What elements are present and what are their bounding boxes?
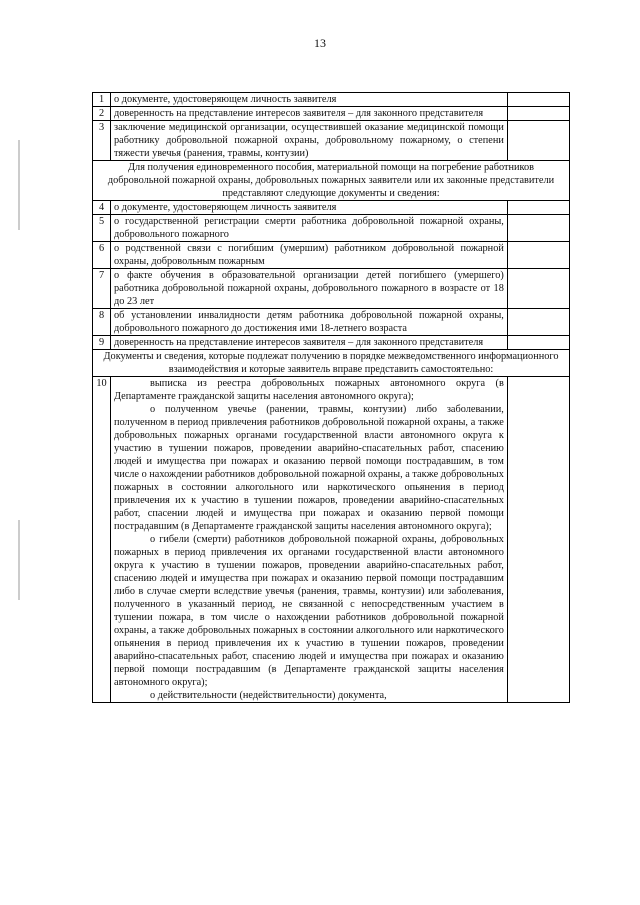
row-text: доверенность на представление интересов заявителя – для законного представителя xyxy=(111,336,508,350)
empty-cell xyxy=(507,201,569,215)
empty-cell xyxy=(507,377,569,703)
row-number: 5 xyxy=(93,215,111,242)
page-number: 13 xyxy=(314,36,326,50)
row-text xyxy=(111,377,508,703)
table-row xyxy=(93,309,570,336)
documents-table xyxy=(92,92,570,703)
table-row xyxy=(93,121,570,161)
row-text: об установлении инвалидности детям работника добровольной пожарной охраны, добровольного пожарного до достижения ими 18-летнего возраста xyxy=(111,309,508,336)
row-number: 8 xyxy=(93,309,111,336)
scan-edge-mark xyxy=(18,520,20,600)
table-row xyxy=(93,269,570,309)
row-text: о документе, удостоверяющем личность заявителя xyxy=(111,93,508,107)
table-row xyxy=(93,242,570,269)
row-text: о документе, удостоверяющем личность заявителя xyxy=(111,201,508,215)
row-number: 10 xyxy=(93,377,111,703)
empty-cell xyxy=(507,269,569,309)
empty-cell xyxy=(507,309,569,336)
paragraph: о полученном увечье (ранении, травмы, контузии) либо заболевании, полученном в период привлечения работников добровольной пожарной охраны, а также добровольных пожарных органами государственной власти автономного округа к участию в тушении пожаров, проведении аварийно-спасательных работ, спасению людей и имущества при пожарах и оказанию первой помощи пострадавшим, в том числе о нахождении работников добровольной пожарной охраны, а также добровольных пожарных в состоянии алкогольного или наркотического опьянения в период привлечения их к участию в тушении пожаров, проведении аварийно-спасательных работ, спасении людей и имущества при пожарах и оказанию первой помощи пострадавшим (в Департаменте гражданской защиты населения автономного округа); xyxy=(114,404,504,532)
paragraph: выписка из реестра добровольных пожарных автономного округа (в Департаменте гражданской защиты населения автономного округа); xyxy=(114,378,504,402)
table-row xyxy=(93,201,570,215)
row-text: о государственной регистрации смерти работника добровольной пожарной охраны, добровольного пожарного xyxy=(111,215,508,242)
table-row xyxy=(93,336,570,350)
section-row xyxy=(93,161,570,201)
table-row xyxy=(93,93,570,107)
table-row xyxy=(93,215,570,242)
section-heading: Документы и сведения, которые подлежат получению в порядке межведомственного информационного взаимодействия и которые заявитель вправе представить самостоятельно: xyxy=(93,350,570,377)
scan-edge-mark xyxy=(18,140,20,230)
row-number: 1 xyxy=(93,93,111,107)
row-text: о родственной связи с погибшим (умершим) работником добровольной пожарной охраны, добровольным пожарным xyxy=(111,242,508,269)
empty-cell xyxy=(507,121,569,161)
row-number: 7 xyxy=(93,269,111,309)
empty-cell xyxy=(507,107,569,121)
row-number: 2 xyxy=(93,107,111,121)
row-number: 3 xyxy=(93,121,111,161)
row-text: доверенность на представление интересов заявителя – для законного представителя xyxy=(111,107,508,121)
paragraph: о действительности (недействительности) документа, xyxy=(150,690,387,701)
section-heading: Для получения единовременного пособия, материальной помощи на погребение работников добровольной пожарной охраны, добровольных пожарных заявители или их законные представители представляют следующие документы и сведения: xyxy=(93,161,570,201)
row-number: 4 xyxy=(93,201,111,215)
empty-cell xyxy=(507,242,569,269)
row-number: 9 xyxy=(93,336,111,350)
paragraph: о гибели (смерти) работников добровольной пожарной охраны, добровольных пожарных в период привлечения их органами государственной власти автономного округа к участию в тушении пожаров, проведении аварийно-спасательных работ, спасению людей и имущества при пожарах и оказанию первой помощи пострадавшим либо в случае смерти вследствие увечья (ранения, травмы, контузии) или заболевания, полученного в указанный период, не связанной с непосредственным участием в тушении пожара, в том числе о нахождении работников добровольной пожарной охраны, а также добровольных пожарных в состоянии алкогольного или наркотического опьянения в период привлечения их к участию в тушении пожаров, проведении аварийно-спасательных работ, спасению людей и имущества при пожарах и оказанию первой помощи пострадавшим (в Департаменте гражданской защиты населения автономного округа); xyxy=(114,534,504,688)
empty-cell xyxy=(507,93,569,107)
row-text: о факте обучения в образовательной организации детей погибшего (умершего) работника добровольной пожарной охраны, добровольного пожарного в возрасте от 18 до 23 лет xyxy=(111,269,508,309)
table-row xyxy=(93,377,570,703)
empty-cell xyxy=(507,215,569,242)
table-row xyxy=(93,107,570,121)
row-number: 6 xyxy=(93,242,111,269)
empty-cell xyxy=(507,336,569,350)
section-row xyxy=(93,350,570,377)
row-text: заключение медицинской организации, осуществившей оказание медицинской помощи работнику добровольной пожарной охраны, добровольному пожарному, о степени тяжести увечья (ранения, травмы, контузии) xyxy=(111,121,508,161)
